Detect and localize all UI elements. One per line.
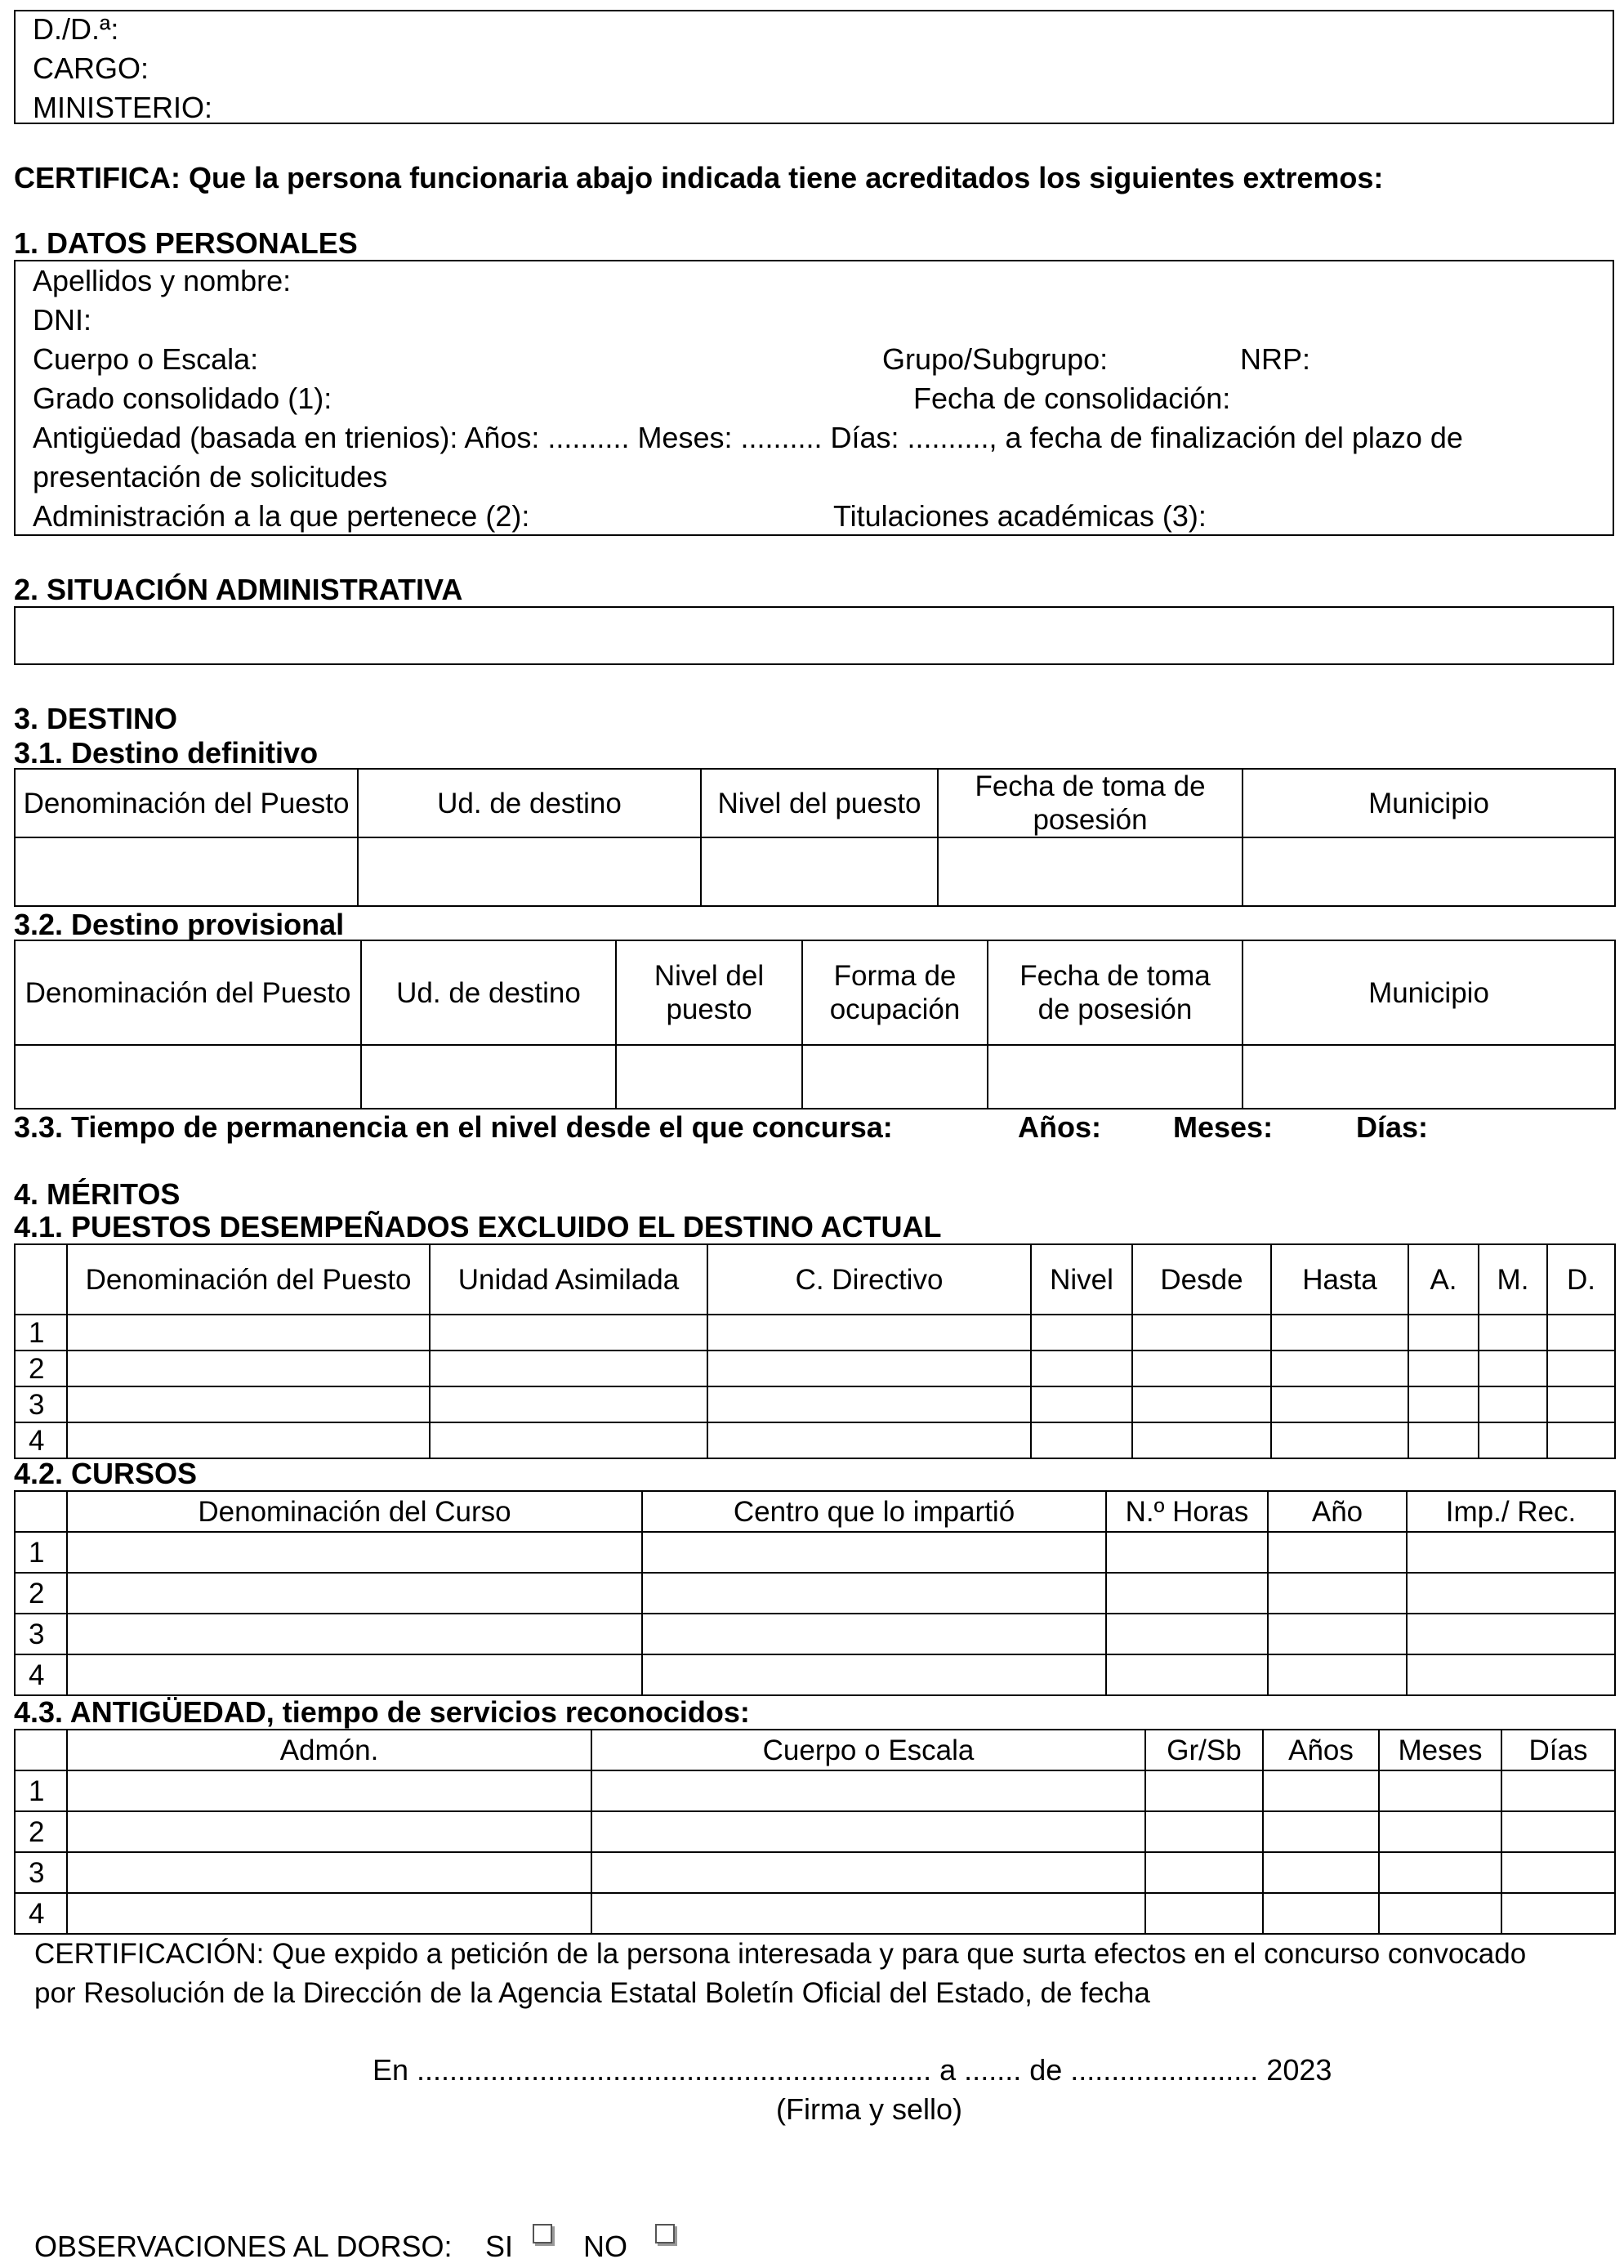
cursos-title: 4.2. CURSOS — [14, 1457, 198, 1490]
cell[interactable] — [1271, 1386, 1408, 1422]
cell-denominacion[interactable] — [15, 1045, 361, 1109]
header-municipio: Municipio — [1243, 769, 1615, 837]
header-horas: N.º Horas — [1106, 1491, 1268, 1532]
grupo-label: Grupo/Subgrupo: — [882, 342, 1109, 376]
cell[interactable] — [591, 1770, 1145, 1811]
titulaciones-label: Titulaciones académicas (3): — [833, 499, 1207, 533]
table-row — [15, 1386, 1615, 1422]
header-ud-destino: Ud. de destino — [361, 940, 616, 1045]
cell-nivel[interactable] — [616, 1045, 802, 1109]
table-row — [15, 1654, 1615, 1695]
cell[interactable] — [1408, 1351, 1479, 1386]
destino-definitivo-table — [14, 768, 1616, 907]
cell[interactable] — [1263, 1852, 1379, 1893]
cell[interactable] — [1479, 1351, 1547, 1386]
cell[interactable] — [591, 1893, 1145, 1934]
section2-title: 2. SITUACIÓN ADMINISTRATIVA — [14, 573, 463, 606]
cell[interactable] — [1145, 1770, 1263, 1811]
header-meses: Meses — [1379, 1730, 1501, 1770]
cell[interactable] — [1106, 1573, 1268, 1614]
cell-forma-ocupacion[interactable] — [802, 1045, 988, 1109]
header-hasta: Hasta — [1271, 1244, 1408, 1315]
antiguedad-label: Antigüedad (basada en trienios): Años: .......... Meses: .......... Días: .........., a fecha de finalización del plazo de — [33, 421, 1463, 454]
cell[interactable] — [67, 1893, 591, 1934]
cell[interactable] — [707, 1315, 1031, 1351]
tiempo-permanencia-label: 3.3. Tiempo de permanencia en el nivel desde el que concursa: — [14, 1110, 893, 1144]
lugar-fecha-line: En ............................................................... a ....... de ....................... 2023 — [373, 2053, 1332, 2087]
certifica-statement: CERTIFICA: Que la persona funcionaria abajo indicada tiene acreditados los siguientes extremos: — [14, 161, 1384, 194]
cell[interactable] — [642, 1532, 1106, 1573]
cell[interactable] — [1501, 1770, 1615, 1811]
cell-fecha-toma[interactable] — [988, 1045, 1243, 1109]
nrp-label: NRP: — [1240, 342, 1311, 376]
header-num — [15, 1491, 67, 1532]
cell[interactable] — [1106, 1614, 1268, 1654]
cell-nivel[interactable] — [701, 837, 938, 906]
cell[interactable] — [1479, 1386, 1547, 1422]
cell[interactable] — [642, 1614, 1106, 1654]
header-denominacion: Denominación del Puesto — [15, 940, 361, 1045]
cell[interactable] — [1547, 1315, 1615, 1351]
administracion-label: Administración a la que pertenece (2): — [33, 499, 530, 533]
cell[interactable] — [1547, 1422, 1615, 1458]
cursos-table — [14, 1490, 1616, 1696]
table-row — [15, 1770, 1615, 1811]
row-number: 3 — [15, 1386, 67, 1422]
dd-field-label: D./D.ª: — [33, 12, 119, 46]
cell[interactable] — [67, 1422, 430, 1458]
tiempo-dias-label: Días: — [1356, 1110, 1429, 1144]
cell-municipio[interactable] — [1243, 837, 1615, 906]
cell[interactable] — [1268, 1654, 1407, 1695]
cell[interactable] — [67, 1614, 642, 1654]
si-checkbox[interactable] — [533, 2224, 552, 2243]
cell[interactable] — [1547, 1351, 1615, 1386]
row-number: 2 — [15, 1351, 67, 1386]
ministerio-field-label: MINISTERIO: — [33, 91, 213, 124]
header-desde: Desde — [1132, 1244, 1271, 1315]
cell[interactable] — [1271, 1315, 1408, 1351]
cell[interactable] — [1263, 1811, 1379, 1852]
table-row — [15, 1422, 1615, 1458]
cell[interactable] — [430, 1386, 707, 1422]
cell[interactable] — [1263, 1893, 1379, 1934]
cell[interactable] — [1379, 1770, 1501, 1811]
header-dias: Días — [1501, 1730, 1615, 1770]
firma-sello-label: (Firma y sello) — [776, 2092, 963, 2126]
row-number: 1 — [15, 1532, 67, 1573]
cell[interactable] — [1106, 1654, 1268, 1695]
cell[interactable] — [1407, 1573, 1615, 1614]
table-row — [15, 1351, 1615, 1386]
header-meses: M. — [1479, 1244, 1547, 1315]
cell[interactable] — [430, 1315, 707, 1351]
puestos-desempenados-title: 4.1. PUESTOS DESEMPEÑADOS EXCLUIDO EL DESTINO ACTUAL — [14, 1210, 942, 1243]
cell[interactable] — [1547, 1386, 1615, 1422]
cell[interactable] — [67, 1315, 430, 1351]
cell[interactable] — [1407, 1614, 1615, 1654]
header-gr-sb: Gr/Sb — [1145, 1730, 1263, 1770]
cell[interactable] — [1407, 1532, 1615, 1573]
row-number: 2 — [15, 1573, 67, 1614]
cell[interactable] — [67, 1532, 642, 1573]
antiguedad-label-cont: presentación de solicitudes — [33, 460, 388, 493]
cell[interactable] — [1501, 1852, 1615, 1893]
cell[interactable] — [1106, 1532, 1268, 1573]
header-fecha-toma: Fecha de toma de posesión — [938, 769, 1243, 837]
cell[interactable] — [591, 1811, 1145, 1852]
cell-fecha-toma[interactable] — [938, 837, 1243, 906]
cell[interactable] — [591, 1852, 1145, 1893]
cell[interactable] — [67, 1351, 430, 1386]
cell[interactable] — [707, 1351, 1031, 1386]
header-num — [15, 1244, 67, 1315]
header-denominacion-curso: Denominación del Curso — [67, 1491, 642, 1532]
cell[interactable] — [1132, 1386, 1271, 1422]
header-ano: Año — [1268, 1491, 1407, 1532]
table-row — [15, 1573, 1615, 1614]
cell[interactable] — [1145, 1893, 1263, 1934]
cell[interactable] — [707, 1386, 1031, 1422]
header-nivel: Nivel — [1031, 1244, 1132, 1315]
cell[interactable] — [67, 1811, 591, 1852]
dni-label: DNI: — [33, 303, 91, 337]
cell[interactable] — [67, 1386, 430, 1422]
table-row — [15, 1532, 1615, 1573]
cell[interactable] — [1145, 1811, 1263, 1852]
row-number: 2 — [15, 1811, 67, 1852]
header-dias: D. — [1547, 1244, 1615, 1315]
cell[interactable] — [642, 1573, 1106, 1614]
cell[interactable] — [1031, 1351, 1132, 1386]
header-ud-destino: Ud. de destino — [358, 769, 701, 837]
header-municipio: Municipio — [1243, 940, 1615, 1045]
cell[interactable] — [1379, 1852, 1501, 1893]
table-row — [15, 1315, 1615, 1351]
cargo-field-label: CARGO: — [33, 51, 149, 85]
header-c-directivo: C. Directivo — [707, 1244, 1031, 1315]
no-label: NO — [583, 2230, 627, 2263]
destino-definitivo-title: 3.1. Destino definitivo — [14, 736, 319, 770]
puestos-desempenados-table — [14, 1243, 1616, 1459]
table-row — [15, 1614, 1615, 1654]
table-row — [15, 1811, 1615, 1852]
cell[interactable] — [1271, 1422, 1408, 1458]
cell[interactable] — [67, 1852, 591, 1893]
cell[interactable] — [707, 1422, 1031, 1458]
cell[interactable] — [1145, 1852, 1263, 1893]
cell[interactable] — [1031, 1315, 1132, 1351]
header-fecha-toma: Fecha de toma de posesión — [988, 940, 1243, 1045]
situacion-administrativa-box — [14, 606, 1614, 665]
cell[interactable] — [430, 1351, 707, 1386]
table-row — [15, 1893, 1615, 1934]
header-centro: Centro que lo impartió — [642, 1491, 1106, 1532]
cell-ud-destino[interactable] — [361, 1045, 616, 1109]
observaciones-label: OBSERVACIONES AL DORSO: — [34, 2230, 453, 2263]
cell[interactable] — [67, 1573, 642, 1614]
antiguedad-servicios-title: 4.3. ANTIGÜEDAD, tiempo de servicios reconocidos: — [14, 1695, 750, 1729]
section4-title: 4. MÉRITOS — [14, 1177, 181, 1211]
cell[interactable] — [67, 1654, 642, 1695]
cell[interactable] — [1379, 1811, 1501, 1852]
header-box — [14, 10, 1614, 124]
cell[interactable] — [1501, 1811, 1615, 1852]
cell[interactable] — [1407, 1654, 1615, 1695]
header-admon: Admón. — [67, 1730, 591, 1770]
section3-title: 3. DESTINO — [14, 702, 178, 735]
cell[interactable] — [642, 1654, 1106, 1695]
cell[interactable] — [1501, 1893, 1615, 1934]
row-number: 1 — [15, 1315, 67, 1351]
cell[interactable] — [67, 1770, 591, 1811]
si-label: SI — [485, 2230, 514, 2263]
tiempo-anos-label: Años: — [1018, 1110, 1101, 1144]
cell[interactable] — [1268, 1614, 1407, 1654]
apellidos-label: Apellidos y nombre: — [33, 264, 292, 297]
section1-title: 1. DATOS PERSONALES — [14, 226, 358, 260]
certificacion-text: CERTIFICACIÓN: Que expido a petición de la persona interesada y para que surta efectos en el concurso convocado — [34, 1938, 1527, 1970]
row-number: 4 — [15, 1893, 67, 1934]
row-number: 3 — [15, 1852, 67, 1893]
cell[interactable] — [430, 1422, 707, 1458]
tiempo-meses-label: Meses: — [1173, 1110, 1274, 1144]
cell[interactable] — [1479, 1315, 1547, 1351]
cell-denominacion[interactable] — [15, 837, 358, 906]
cell[interactable] — [1268, 1573, 1407, 1614]
header-nivel: Nivel del puesto — [701, 769, 938, 837]
certificacion-text-cont: por Resolución de la Dirección de la Agencia Estatal Boletín Oficial del Estado, de fecha — [34, 1977, 1150, 2009]
cell[interactable] — [1132, 1315, 1271, 1351]
header-forma-ocupacion: Forma de ocupación — [802, 940, 988, 1045]
header-num — [15, 1730, 67, 1770]
fecha-consolidacion-label: Fecha de consolidación: — [913, 382, 1231, 415]
no-checkbox[interactable] — [655, 2224, 675, 2243]
cell[interactable] — [1031, 1386, 1132, 1422]
antiguedad-servicios-table — [14, 1729, 1616, 1935]
table-row — [15, 1852, 1615, 1893]
cell[interactable] — [1263, 1770, 1379, 1811]
cuerpo-label: Cuerpo o Escala: — [33, 342, 259, 376]
header-anos: Años — [1263, 1730, 1379, 1770]
cell[interactable] — [1408, 1386, 1479, 1422]
header-anos: A. — [1408, 1244, 1479, 1315]
cell[interactable] — [1132, 1422, 1271, 1458]
cell[interactable] — [1268, 1532, 1407, 1573]
header-cuerpo-escala: Cuerpo o Escala — [591, 1730, 1145, 1770]
cell[interactable] — [1271, 1351, 1408, 1386]
cell[interactable] — [1479, 1422, 1547, 1458]
cell[interactable] — [1132, 1351, 1271, 1386]
row-number: 3 — [15, 1614, 67, 1654]
cell-ud-destino[interactable] — [358, 837, 701, 906]
row-number: 4 — [15, 1654, 67, 1695]
cell-municipio[interactable] — [1243, 1045, 1615, 1109]
destino-provisional-title: 3.2. Destino provisional — [14, 908, 345, 941]
grado-label: Grado consolidado (1): — [33, 382, 332, 415]
header-unidad-asimilada: Unidad Asimilada — [430, 1244, 707, 1315]
cell[interactable] — [1408, 1422, 1479, 1458]
destino-provisional-table — [14, 940, 1616, 1109]
header-imp-rec: Imp./ Rec. — [1407, 1491, 1615, 1532]
header-nivel: Nivel del puesto — [616, 940, 802, 1045]
cell[interactable] — [1031, 1422, 1132, 1458]
cell[interactable] — [1408, 1315, 1479, 1351]
header-denominacion: Denominación del Puesto — [67, 1244, 430, 1315]
header-denominacion: Denominación del Puesto — [15, 769, 358, 837]
cell[interactable] — [1379, 1893, 1501, 1934]
row-number: 4 — [15, 1422, 67, 1458]
row-number: 1 — [15, 1770, 67, 1811]
